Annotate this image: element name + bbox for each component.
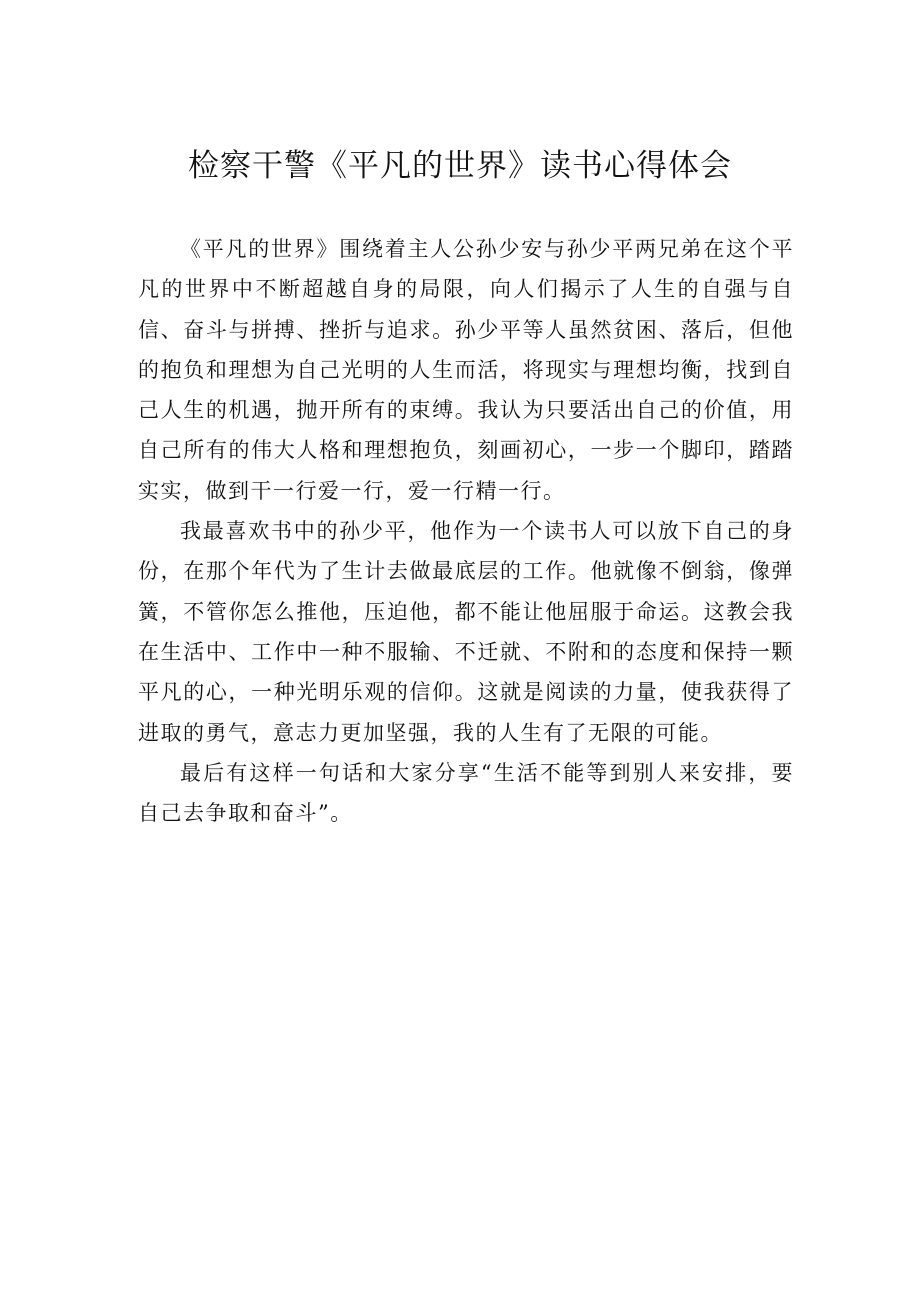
document-title: 检察干警《平凡的世界》读书心得体会: [188, 148, 732, 184]
paragraph-3: 最后有这样一句话和大家分享“生活不能等到别人来安排，要自己去争取和奋斗”。: [138, 760, 794, 826]
document-body: [138, 229, 794, 833]
paragraph-1: 《平凡的世界》围绕着主人公孙少安与孙少平两兄弟在这个平凡的世界中不断超越自身的局限，向人们揭示了人生的自强与自信、奋斗与拼搏、挫折与追求。孙少平等人虽然贫困、落后，但他的抱负和理想为自己光明的人生而活，将现实与理想均衡，找到自己人生的机遇，抛开所有的束缚。我认为只要活出自己的价值，用自己所有的伟大人格和理想抱负，刻画初心，一步一个脚印，踏踏实实，做到干一行爱一行，爱一行精一行。: [138, 237, 794, 503]
paragraph-2: 我最喜欢书中的孙少平，他作为一个读书人可以放下自己的身份，在那个年代为了生计去做最底层的工作。他就像不倒翁，像弹簧，不管你怎么推他，压迫他，都不能让他屈服于命运。这教会我在生活中、工作中一种不服输、不迁就、不附和的态度和保持一颗平凡的心，一种光明乐观的信仰。这就是阅读的力量，使我获得了进取的勇气，意志力更加坚强，我的人生有了无限的可能。: [138, 519, 794, 745]
